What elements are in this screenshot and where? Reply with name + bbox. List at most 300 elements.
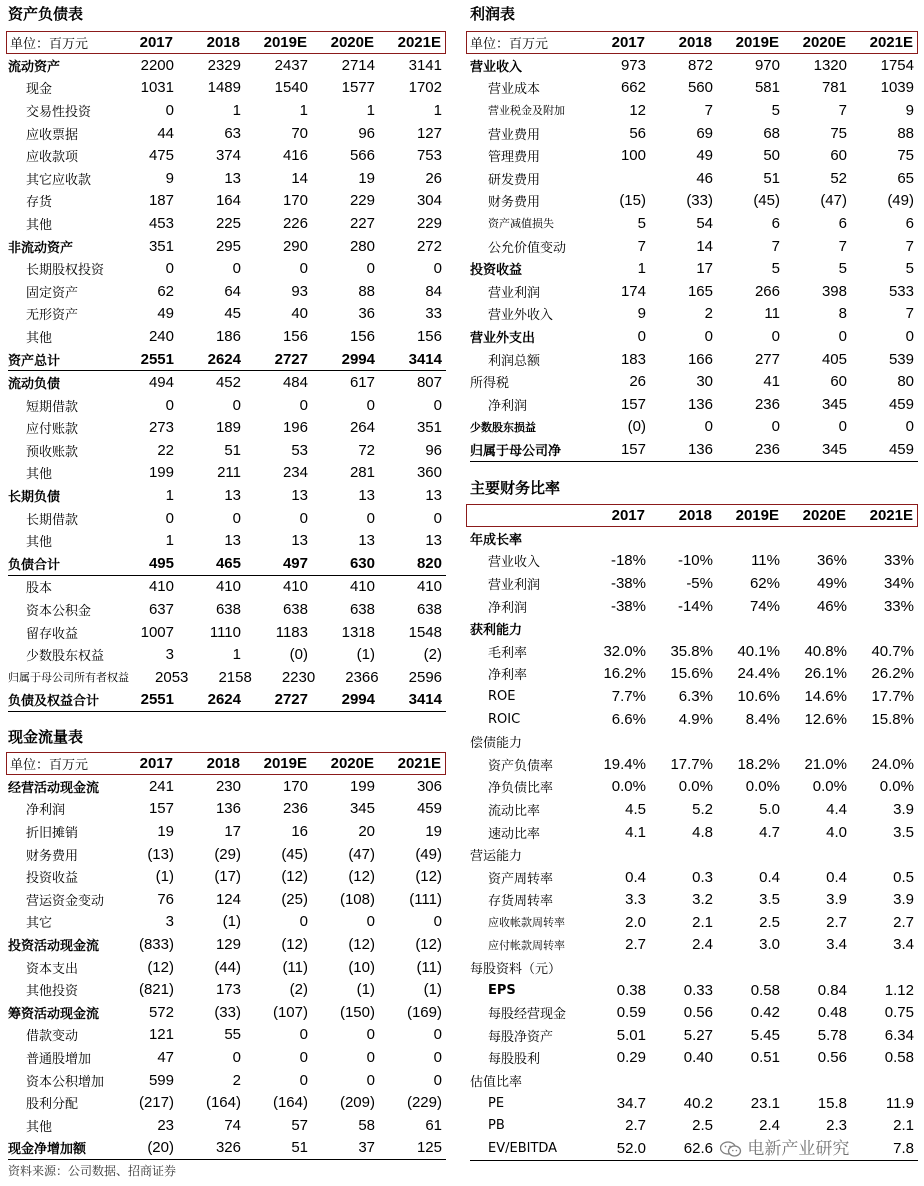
row-label: 营业外收入 [488,308,554,324]
cell-value: 156 [349,327,375,345]
row-label: 研发费用 [488,172,541,188]
cell-value: 170 [282,192,308,210]
cell-value: 230 [215,777,241,795]
cell-value: 12.6% [804,710,847,728]
row-label: 应收帐款周转率 [488,916,565,930]
row-label: 营业利润 [488,285,541,301]
cell-value: (12) [348,868,375,886]
cell-value: 11 [764,305,780,323]
table-row [470,1047,918,1070]
cell-value: 62 [157,282,174,300]
table-row [470,956,918,979]
cell-value: 0.3 [692,868,713,886]
column-header: 2020E [802,34,846,51]
income-rows [470,54,918,462]
table-row [8,552,446,576]
cell-value: 9 [165,169,174,187]
table-row [8,99,446,122]
cell-value: 3.4 [893,936,914,954]
cell-value: 0.5 [893,868,914,886]
cell-value: 405 [821,350,847,368]
cell-value: 41 [763,373,780,391]
row-label: 短期借款 [26,399,79,415]
cell-value: 360 [416,464,442,482]
cell-value: 0 [366,396,375,414]
cell-value: 33% [883,552,914,570]
cell-value: 2624 [207,350,241,368]
cell-value: (12) [415,935,442,953]
cell-value: 7 [704,101,713,119]
table-row [8,439,446,462]
cell-value: 229 [416,214,442,232]
cell-value: 0 [366,913,375,931]
row-label: 资本公积增加 [26,1074,105,1090]
table-row [470,99,918,122]
column-header: 2021E [397,755,441,772]
cell-value: 0.56 [683,1004,713,1022]
table-row [8,598,446,621]
cell-value: 0 [637,327,646,345]
cell-value: 57 [291,1116,308,1134]
cell-value: 62% [749,574,780,592]
cell-value: 75 [830,124,847,142]
cell-value: 304 [416,192,442,210]
cell-value: 820 [416,554,442,572]
cell-value: 277 [754,350,780,368]
cell-value: 40 [291,305,308,323]
cell-value: 1 [366,101,375,119]
table-row [470,1024,918,1047]
row-label: 净利润 [488,398,528,414]
cell-value: 51 [291,1139,308,1157]
cell-value: (45) [753,192,780,210]
table-row [8,978,446,1001]
cell-value: 581 [754,79,780,97]
cell-value: 3 [165,646,174,664]
row-label: 流动资产 [8,59,61,75]
cell-value: 3.3 [625,891,646,909]
cell-value: (1) [222,913,241,931]
cell-value: 125 [416,1139,442,1157]
cell-value: (164) [205,1094,241,1112]
column-header: 2020E [802,507,846,524]
cell-value: 3 [165,913,174,931]
cell-value: 306 [416,777,442,795]
cell-value: 136 [215,800,241,818]
row-label: 资本支出 [26,961,79,977]
cell-value: (0) [289,646,308,664]
income-header [466,31,918,54]
cell-value: -18% [610,552,646,570]
cell-value: 410 [148,578,174,596]
cell-value: (1) [155,868,174,886]
cell-value: 3.9 [826,891,847,909]
table-row [8,122,446,145]
cell-value: (217) [138,1094,174,1112]
row-label: 少数股东权益 [26,649,105,665]
row-label: 年成长率 [470,532,523,548]
cell-value: 1702 [408,79,442,97]
cell-value: 14 [696,237,713,255]
cell-value: 0 [165,101,174,119]
row-label: PE [488,1095,505,1111]
cell-value: 410 [215,578,241,596]
cell-value: 60 [830,373,847,391]
table-row [8,576,446,599]
row-label: 现金 [26,82,53,98]
row-label: 投资活动现金流 [8,938,100,954]
row-label: 每股净资产 [488,1029,554,1045]
cell-value: 662 [620,79,646,97]
table-row [8,325,446,348]
cell-value: 351 [416,419,442,437]
cell-value: 0 [433,1026,442,1044]
cell-value: 0.58 [884,1049,914,1067]
column-header: 2018 [206,755,240,772]
cell-value: 0 [704,327,713,345]
cell-value: 13 [224,487,241,505]
cell-value: 5.27 [683,1026,713,1044]
cell-value: 40.2 [683,1094,713,1112]
cell-value: 0 [433,1071,442,1089]
cell-value: 2994 [341,691,375,709]
cell-value: 26 [425,169,442,187]
cell-value: 65 [897,169,914,187]
cell-value: 9 [637,305,646,323]
row-label: 其他投资 [26,984,79,1000]
table-row [470,370,918,393]
cell-value: 0 [165,396,174,414]
cell-value: 15.8% [871,710,914,728]
row-label: 长期股权投资 [26,263,105,279]
cell-value: 13 [224,169,241,187]
cell-value: 1039 [880,79,914,97]
row-label: 现金净增加额 [8,1142,87,1158]
cell-value: 3.9 [893,800,914,818]
cell-value: 0 [838,418,847,436]
cell-value: 17 [696,260,713,278]
cell-value: 0.0% [812,778,847,796]
cell-value: 560 [687,79,713,97]
cell-value: (12) [147,958,174,976]
table-row [8,1137,446,1161]
column-header: 2019E [263,34,307,51]
cell-value: 36 [358,305,375,323]
cell-value: 280 [349,237,375,255]
table-row [470,280,918,303]
cell-value: 0 [299,509,308,527]
cell-value: 0.59 [616,1004,646,1022]
cell-value: 136 [687,440,713,458]
cell-value: 18.2% [737,755,780,773]
cell-value: 5 [905,260,914,278]
column-header: 2021E [869,507,913,524]
row-label: 负债合计 [8,557,61,573]
cell-value: 0.58 [750,981,780,999]
cell-value: 196 [282,419,308,437]
cell-value: 2230 [281,668,316,686]
table-row [8,1046,446,1069]
row-label: 速动比率 [488,826,541,842]
cell-value: (15) [619,192,646,210]
cell-value: (0) [627,418,646,436]
cell-value: 3.5 [893,823,914,841]
table-row [8,167,446,190]
column-header: 2019E [735,34,779,51]
cell-value: 452 [215,374,241,392]
cell-value: 26.1% [804,665,847,683]
cell-value: 166 [687,350,713,368]
cell-value: 459 [888,395,914,413]
cell-value: 60 [830,147,847,165]
cell-value: 68 [763,124,780,142]
cell-value: 599 [148,1071,174,1089]
row-label: 净利润 [26,803,66,819]
cell-value: 1577 [341,79,375,97]
cell-value: 187 [148,192,174,210]
table-row [8,1024,446,1047]
cell-value: 0 [165,260,174,278]
cell-value: 1540 [274,79,308,97]
cell-value: 13 [358,532,375,550]
cell-value: 93 [291,282,308,300]
cell-value: (209) [339,1094,375,1112]
cell-value: 0 [433,1048,442,1066]
cell-value: 7.7% [611,687,646,705]
table-row [470,235,918,258]
cell-value: 72 [358,441,375,459]
table-row [470,843,918,866]
cell-value: 3.5 [759,891,780,909]
table-row [470,1092,918,1115]
row-label: 其他 [26,1119,53,1135]
ratios-rows [470,527,918,1161]
cell-value: 494 [148,374,174,392]
cell-value: 80 [897,373,914,391]
cell-value: 136 [687,395,713,413]
cell-value: 1007 [140,623,174,641]
column-header: 2017 [139,755,173,772]
row-label: 投资收益 [470,263,523,279]
cell-value: 2.4 [692,936,713,954]
cell-value: 0.4 [759,868,780,886]
row-label: 资产周转率 [488,871,554,887]
cell-value: 0 [366,509,375,527]
cell-value: 11% [751,552,780,570]
cell-value: 416 [282,147,308,165]
table-row [470,257,918,280]
cell-value: 7 [838,237,847,255]
cell-value: 459 [888,440,914,458]
table-row [8,77,446,100]
cell-value: 465 [215,554,241,572]
cell-value: 0.42 [750,1004,780,1022]
row-label: 负债及权益合计 [8,694,100,710]
cell-value: 183 [620,350,646,368]
row-label: 应收款项 [26,150,79,166]
cell-value: 0 [771,418,780,436]
income-title: 利润表 [470,5,516,23]
table-row [8,689,446,713]
row-label: 应付帐款周转率 [488,938,565,952]
cell-value: 2.7 [625,1117,646,1135]
cell-value: 638 [416,601,442,619]
cell-value: 32.0% [603,642,646,660]
cell-value: 13 [425,532,442,550]
table-row [8,798,446,821]
table-row [8,911,446,934]
cell-value: 753 [416,147,442,165]
row-label: 无形资产 [26,308,79,324]
cell-value: 49 [157,305,174,323]
cell-value: 84 [425,282,442,300]
cell-value: 0.51 [750,1049,780,1067]
table-row [470,640,918,663]
row-label: 经营活动现金流 [8,780,100,796]
cell-value: 211 [217,464,241,482]
cell-value: 410 [349,578,375,596]
cell-value: 566 [349,147,375,165]
cell-value: 16.2% [603,665,646,683]
cell-value: 36% [816,552,847,570]
cell-value: 23.1 [750,1094,780,1112]
cell-value: 5 [771,101,780,119]
column-header: 2021E [397,34,441,51]
cell-value: 0 [366,1026,375,1044]
cell-value: (12) [415,868,442,886]
cell-value: 7 [771,237,780,255]
cell-value: 8 [838,305,847,323]
cell-value: 54 [696,214,713,232]
cell-value: 398 [821,282,847,300]
table-row [470,617,918,640]
row-label: 毛利率 [488,645,528,661]
cell-value: 199 [148,464,174,482]
row-label: 其它 [26,916,53,932]
cell-value: 44 [157,124,174,142]
cell-value: 69 [696,124,713,142]
cell-value: 807 [416,374,442,392]
cell-value: (49) [887,192,914,210]
cell-value: 157 [620,440,646,458]
cell-value: 56 [629,124,646,142]
row-label: 营业成本 [488,82,541,98]
cell-value: 51 [763,169,780,187]
cell-value: 4.1 [625,823,646,841]
cell-value: 227 [349,214,375,232]
table-row [470,393,918,416]
cell-value: 24.0% [871,755,914,773]
cell-value: 475 [148,147,174,165]
cell-value: 0 [433,913,442,931]
cell-value: 0 [905,327,914,345]
table-row [470,595,918,618]
cell-value: 539 [888,350,914,368]
table-row [470,167,918,190]
row-label: 投资收益 [26,871,79,887]
cell-value: 121 [148,1026,174,1044]
cell-value: 170 [282,777,308,795]
cell-value: 2596 [408,668,443,686]
row-label: 折旧摊销 [26,825,79,841]
cell-value: 2.7 [826,913,847,931]
cell-value: 3.0 [759,936,780,954]
cell-value: 34.7 [616,1094,646,1112]
cell-value: 2727 [274,350,308,368]
cell-value: (25) [281,890,308,908]
cell-value: (108) [339,890,375,908]
cell-value: 5.0 [759,800,780,818]
source-note: 资料来源：公司数据、招商证券 [8,1164,177,1178]
cell-value: 3.2 [692,891,713,909]
cell-value: 15.8 [817,1094,847,1112]
cell-value: 1320 [813,56,847,74]
cell-value: 61 [425,1116,442,1134]
cell-value: 226 [282,214,308,232]
wechat-icon [720,1140,742,1158]
cell-value: 88 [897,124,914,142]
cell-value: (111) [409,890,442,908]
row-label: 固定资产 [26,285,79,301]
cell-value: 295 [215,237,241,255]
cell-value: 459 [416,800,442,818]
cell-value: (150) [339,1003,375,1021]
cell-value: 46 [696,169,713,187]
row-label: 营运能力 [470,849,523,865]
cell-value: (13) [147,845,174,863]
row-label: 每股经营现金 [488,1007,567,1023]
cell-value: 5 [838,260,847,278]
column-header: 2019E [735,507,779,524]
cell-value: 236 [754,395,780,413]
cell-value: 6.3% [678,687,713,705]
table-row [470,572,918,595]
cell-value: 410 [416,578,442,596]
cell-value: 17.7% [670,755,713,773]
cell-value: 2.1 [692,913,713,931]
cell-value: 156 [282,327,308,345]
cell-value: 1318 [341,623,375,641]
cell-value: 326 [215,1139,241,1157]
table-row [8,257,446,280]
row-label: 估值比率 [470,1075,523,1091]
row-label: EPS [488,982,516,998]
cell-value: 0.75 [884,1004,914,1022]
table-row [8,507,446,530]
cell-value: 345 [821,395,847,413]
cell-value: (12) [348,935,375,953]
cell-value: 240 [148,327,174,345]
cell-value: 1754 [880,56,914,74]
row-label: 财务费用 [488,195,541,211]
cell-value: 1110 [209,623,241,641]
cell-value: 0.0% [678,778,713,796]
cell-value: 0 [232,509,241,527]
cell-value: 351 [148,237,174,255]
cell-value: 156 [416,327,442,345]
column-header: 2017 [611,34,645,51]
cell-value: 2200 [140,56,174,74]
row-label: 筹资活动现金流 [8,1006,100,1022]
cell-value: 2.7 [893,913,914,931]
cell-value: (12) [281,868,308,886]
cell-value: 0 [905,418,914,436]
cell-value: 0.29 [616,1049,646,1067]
cell-value: 0 [232,396,241,414]
table-row [470,1069,918,1092]
cell-value: (11) [416,958,442,976]
row-label: 存货 [26,195,53,211]
